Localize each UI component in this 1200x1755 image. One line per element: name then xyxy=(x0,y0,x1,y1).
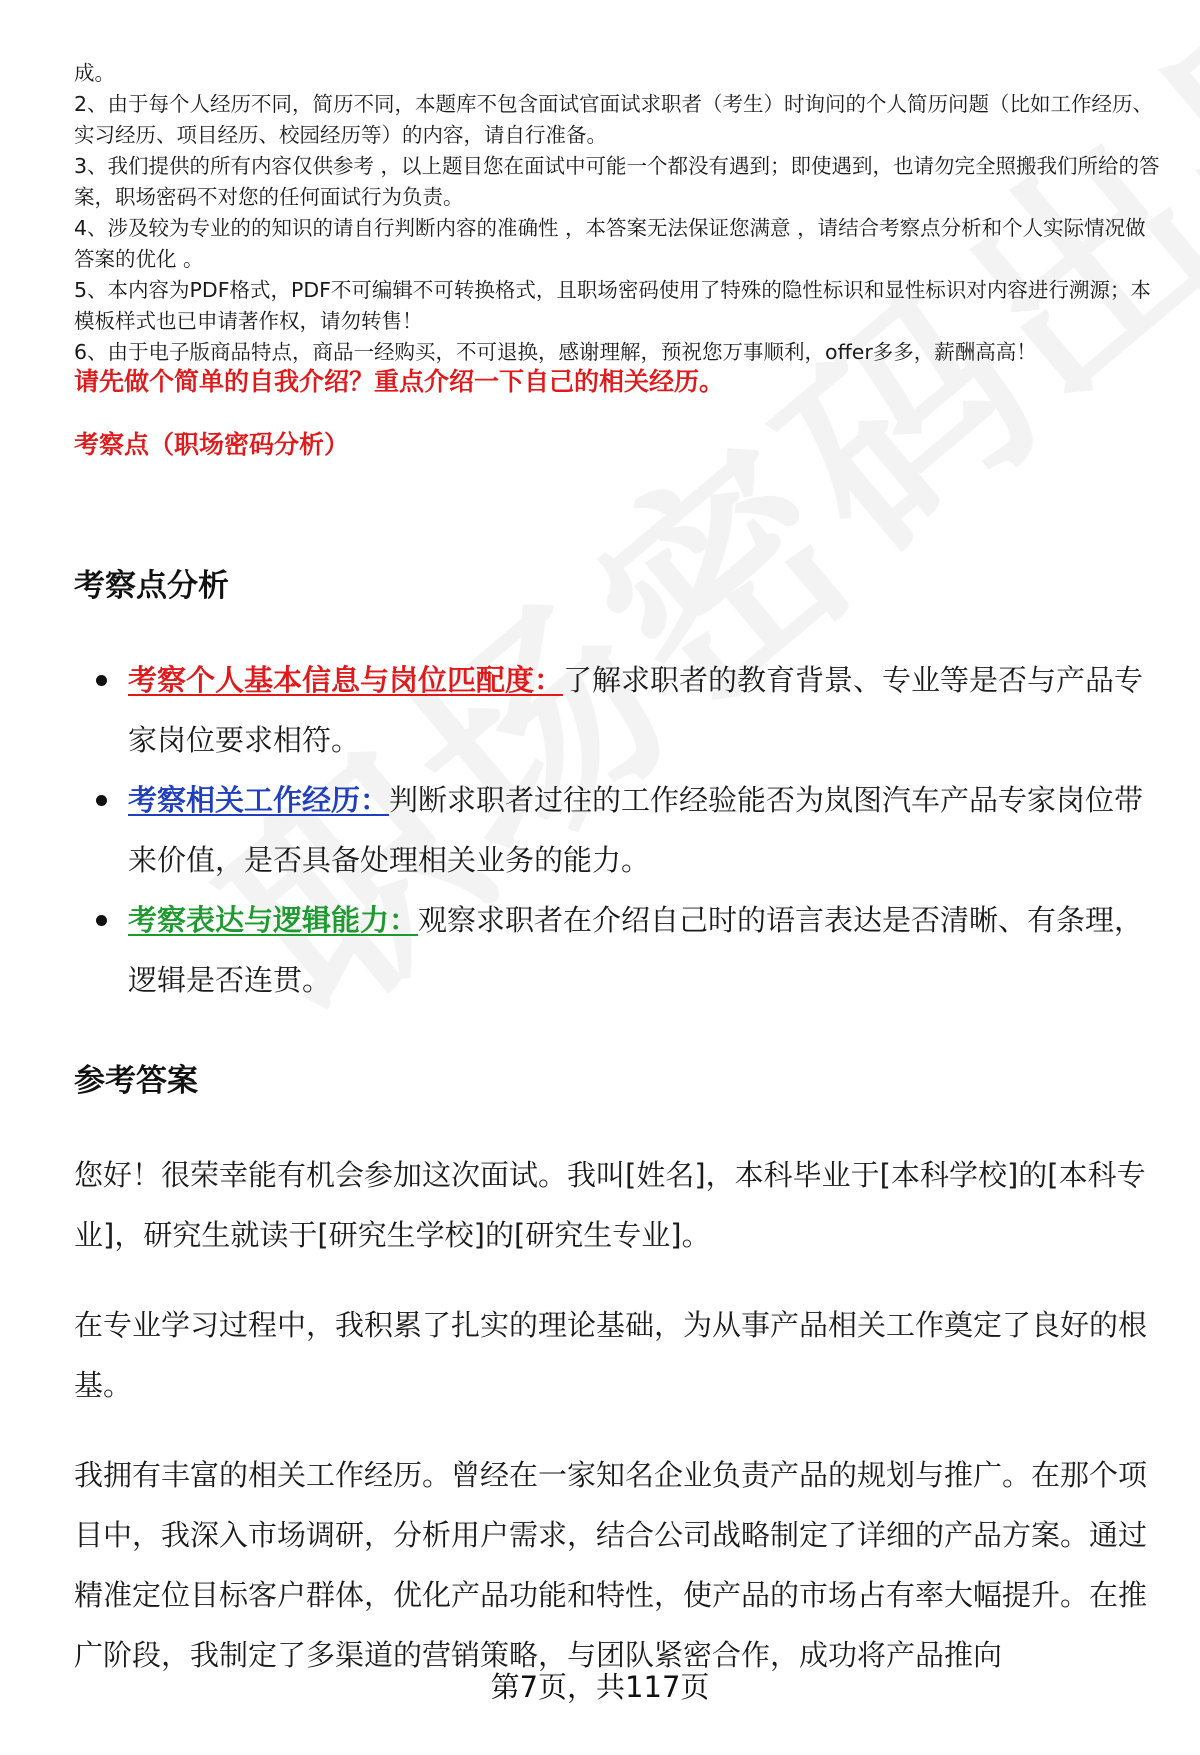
point-text: 判断求职者过往的工作经验能否为岚图汽车产品专家岗位带来价值，是否具备处理相关业务的能力。 xyxy=(128,783,1144,877)
note-line: 6、由于电子版商品特点，商品一经购买，不可退换，感谢理解，预祝您万事顺利，offer多多，薪酬高高！ xyxy=(74,340,1037,364)
answer-paragraph: 您好！很荣幸能有机会参加这次面试。我叫[姓名]，本科毕业于[本科学校]的[本科专业]，研究生就读于[研究生学校]的[研究生专业]。 xyxy=(74,1158,1146,1252)
question-heading: 请先做个简单的自我介绍？重点介绍一下自己的相关经历。 xyxy=(74,367,725,396)
note-line: 2、由于每个人经历不同，简历不同，本题库不包含面试官面试求职者（考生）时询问的个人简历问题（比如工作经历、实习经历、项目经历、校园经历等）的内容，请自行准备。 xyxy=(74,92,1154,147)
analysis-heading: 考察点分析 xyxy=(74,568,229,604)
answer-heading: 参考答案 xyxy=(74,1063,198,1099)
note-line: 3、我们提供的所有内容仅供参考 ，以上题目您在面试中可能一个都没有遇到；即使遇到，也请勿完全照搬我们所给的答案，职场密码不对您的任何面试行为负责。 xyxy=(74,154,1160,209)
notes-block xyxy=(74,58,1164,368)
page-number: 第7页，共117页 xyxy=(490,1670,710,1704)
point-label: 考察表达与逻辑能力： xyxy=(128,903,419,937)
answer-paragraph: 我拥有丰富的相关工作经历。曾经在一家知名企业负责产品的规划与推广。在那个项目中，我深入市场调研，分析用户需求，结合公司战略制定了详细的产品方案。通过精准定位目标客户群体，优化产品功能和特性，使产品的市场占有率大幅提升。在推广阶段，我制定了多渠道的营销策略，与团队紧密合作，成功将产品推向 xyxy=(74,1458,1148,1672)
analysis-points xyxy=(74,650,1154,1010)
answer-paragraph: 在专业学习过程中，我积累了扎实的理论基础，为从事产品相关工作奠定了良好的根基。 xyxy=(74,1308,1148,1402)
bullet-icon xyxy=(96,675,107,686)
note-line: 5、本内容为PDF格式，PDF不可编辑不可转换格式，且职场密码使用了特殊的隐性标识和显性标识对内容进行溯源；本模板样式也已申请著作权，请勿转售！ xyxy=(74,278,1151,333)
point-text: 了解求职者的教育背景、专业等是否与产品专家岗位要求相符。 xyxy=(128,663,1144,757)
point-label: 考察个人基本信息与岗位匹配度： xyxy=(128,663,564,697)
bullet-icon xyxy=(96,795,107,806)
analysis-point xyxy=(74,770,1154,890)
analysis-point xyxy=(74,890,1154,1010)
bullet-icon xyxy=(96,915,107,926)
point-text: 观察求职者在介绍自己时的语言表达是否清晰、有条理，逻辑是否连贯。 xyxy=(128,903,1144,997)
analysis-tag: 考察点（职场密码分析） xyxy=(74,430,350,459)
point-label: 考察相关工作经历： xyxy=(128,783,390,817)
note-line: 4、涉及较为专业的的知识的请自行判断内容的准确性 ，本答案无法保证您满意 ，请结合考察点分析和个人实际情况做答案的优化 。 xyxy=(74,216,1146,271)
note-line: 成。 xyxy=(74,61,115,85)
analysis-point xyxy=(74,650,1154,770)
